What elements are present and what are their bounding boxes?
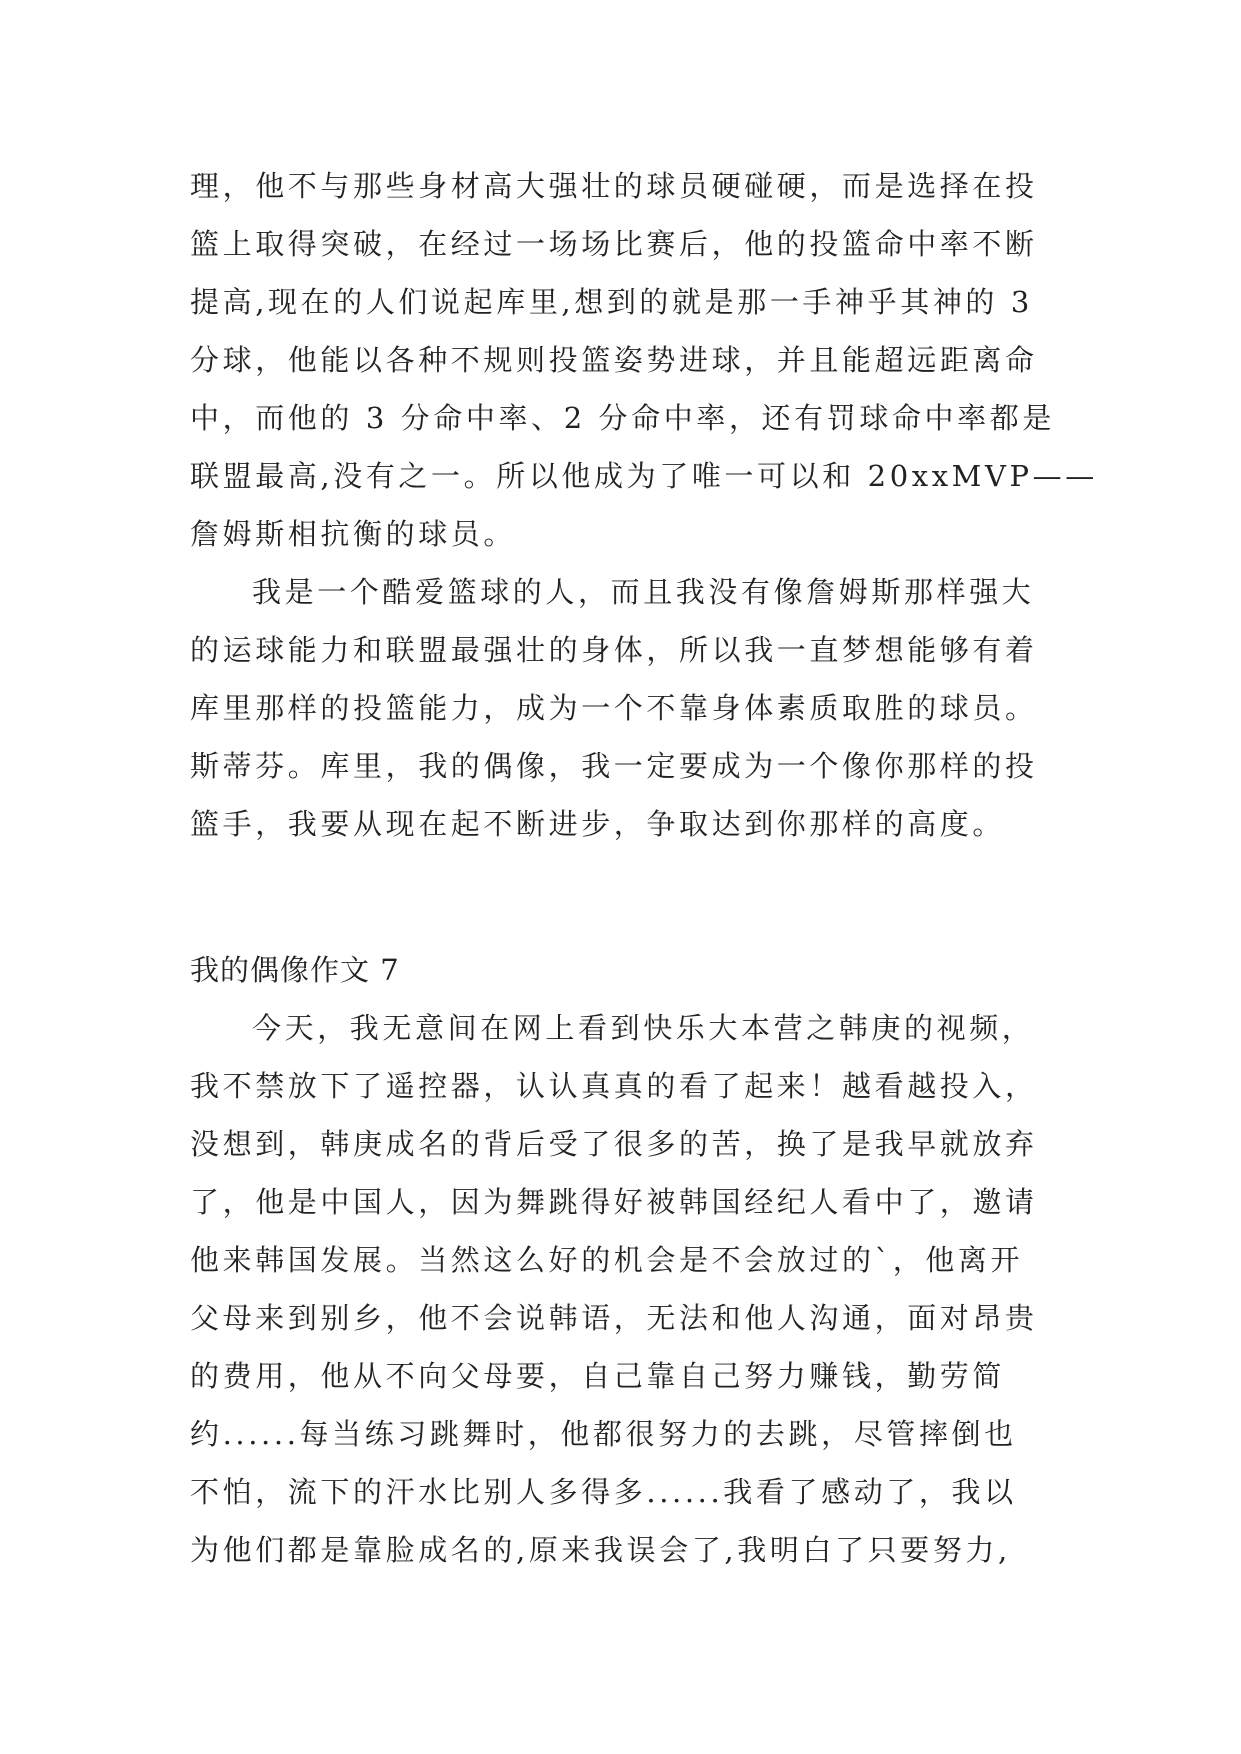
- text-line: 提高,现在的人们说起库里,想到的就是那一手神乎其神的 3: [190, 285, 1033, 319]
- text-line: 的运球能力和联盟最强壮的身体，所以我一直梦想能够有着: [190, 633, 1038, 667]
- text-line: 了，他是中国人，因为舞跳得好被韩国经纪人看中了，邀请: [190, 1185, 1038, 1219]
- text-line: 约......每当练习跳舞时，他都很努力的去跳，尽管摔倒也: [190, 1417, 1017, 1451]
- text-line: 他来韩国发展。当然这么好的机会是不会放过的`，他离开: [190, 1243, 1024, 1277]
- document-page: [190, 157, 1098, 1579]
- text-line: 斯蒂芬。库里，我的偶像，我一定要成为一个像你那样的投: [190, 749, 1038, 783]
- text-line: 中，而他的 3 分命中率、2 分命中率，还有罚球命中率都是: [190, 401, 1055, 435]
- text-line: 联盟最高,没有之一。所以他成为了唯一可以和 20xxMVP——: [190, 459, 1098, 493]
- text-line: 詹姆斯相抗衡的球员。: [190, 517, 517, 551]
- text-line: 不怕，流下的汗水比别人多得多......我看了感动了，我以: [190, 1475, 1017, 1509]
- text-line: 分球，他能以各种不规则投篮姿势进球，并且能超远距离命: [190, 343, 1038, 377]
- text-line: 篮手，我要从现在起不断进步，争取达到你那样的高度。: [190, 807, 1006, 841]
- paragraph-1: [190, 157, 1098, 563]
- text-line: 父母来到别乡，他不会说韩语，无法和他人沟通，面对昂贵: [190, 1301, 1038, 1335]
- text-line: 我不禁放下了遥控器，认认真真的看了起来！越看越投入，: [190, 1069, 1038, 1103]
- text-line: 库里那样的投篮能力，成为一个不靠身体素质取胜的球员。: [190, 691, 1038, 725]
- text-line: 没想到，韩庚成名的背后受了很多的苦，换了是我早就放弃: [190, 1127, 1038, 1161]
- section-spacer: [190, 853, 1070, 941]
- text-line: 我是一个酷爱篮球的人，而且我没有像詹姆斯那样强大: [252, 575, 1035, 609]
- text-line: 为他们都是靠脸成名的,原来我误会了,我明白了只要努力,: [190, 1533, 1011, 1567]
- section-heading: 我的偶像作文 7: [190, 953, 400, 987]
- text-line: 篮上取得突破，在经过一场场比赛后，他的投篮命中率不断: [190, 227, 1038, 261]
- paragraph-3: [190, 999, 1070, 1579]
- paragraph-2: [190, 563, 1070, 853]
- text-line: 的费用，他从不向父母要，自己靠自己努力赚钱，勤劳简: [190, 1359, 1006, 1393]
- text-line: 理，他不与那些身材高大强壮的球员硬碰硬，而是选择在投: [190, 169, 1038, 203]
- text-line: 今天，我无意间在网上看到快乐大本营之韩庚的视频，: [252, 1011, 1035, 1045]
